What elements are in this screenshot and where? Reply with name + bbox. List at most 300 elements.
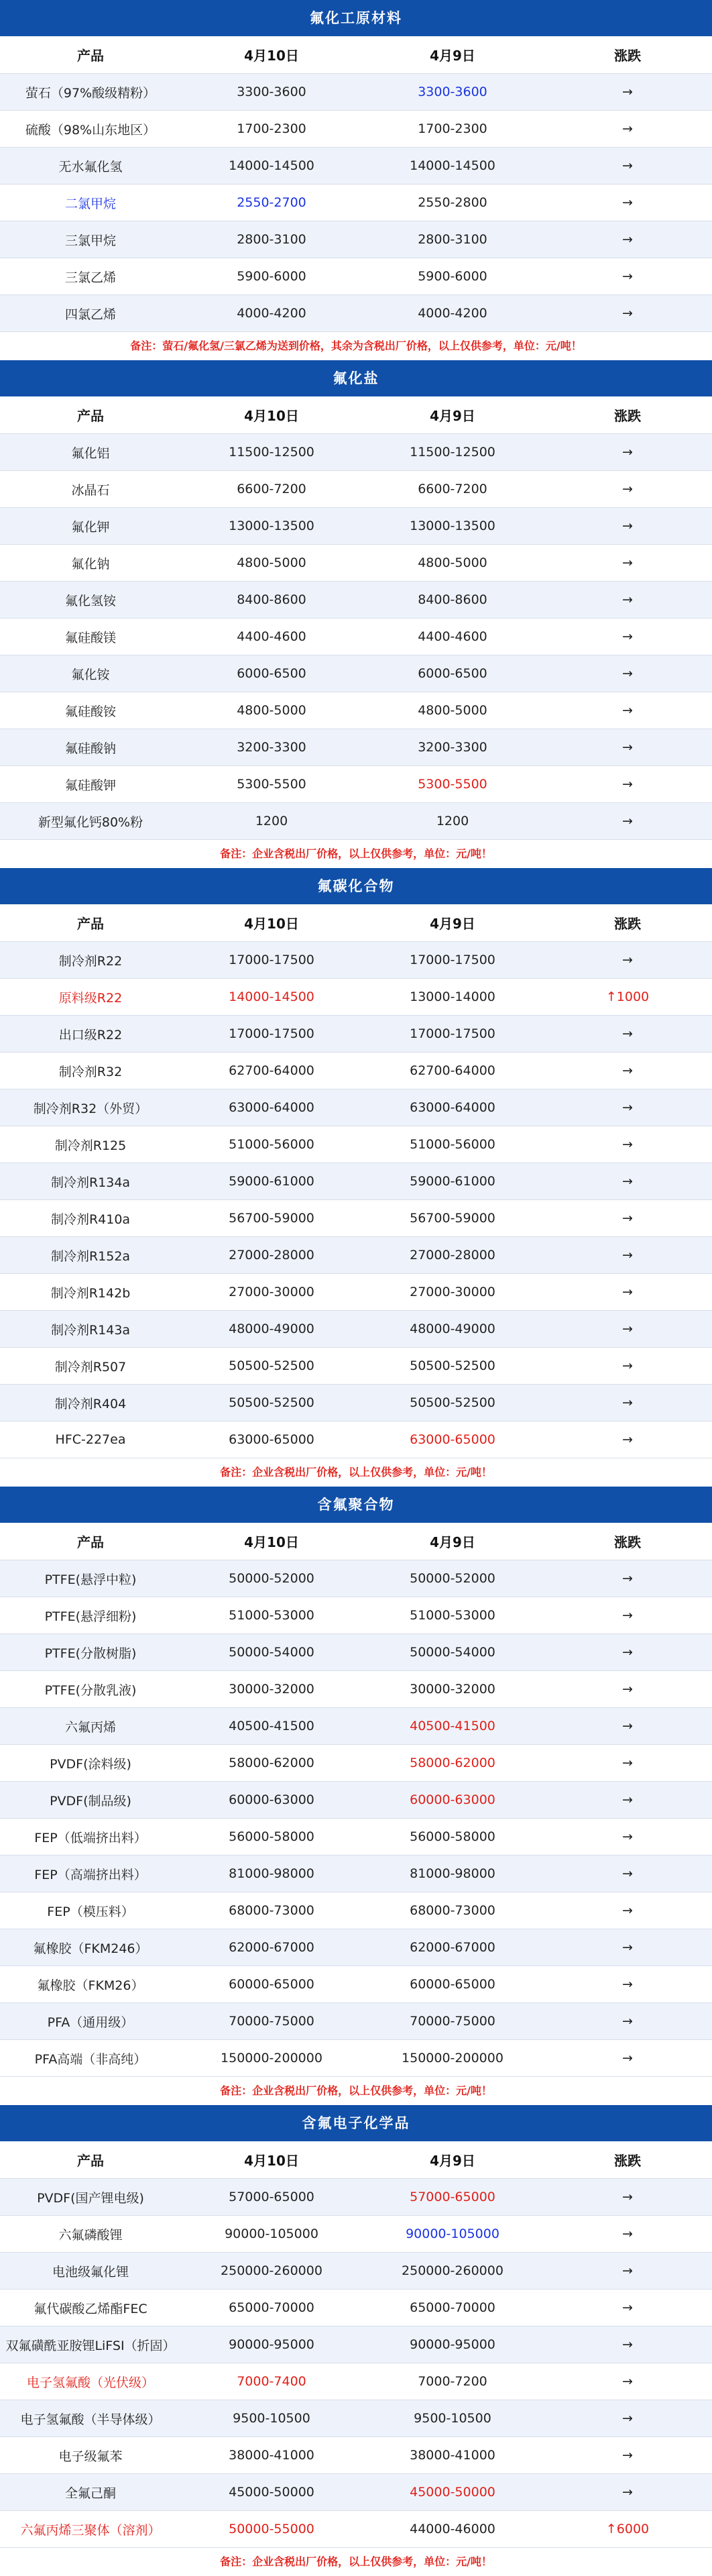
price-apr9-cell: 62000-67000 [362,1929,543,1966]
header-apr10: 4月10日 [181,2141,362,2179]
price-apr9-cell: 250000-260000 [362,2253,543,2290]
price-apr9-cell: 63000-64000 [362,1089,543,1126]
price-apr9-cell: 4000-4200 [362,295,543,332]
header-apr9: 4月9日 [362,1523,543,1560]
price-apr9-cell: 13000-14000 [362,979,543,1016]
product-cell: 制冷剂R143a [0,1311,181,1348]
price-table [0,36,712,332]
header-product: 产品 [0,904,181,942]
product-cell: 萤石（97%酸级精粉） [0,74,181,111]
price-apr9-cell: 5900-6000 [362,258,543,295]
table-row [0,2216,712,2253]
product-cell: 氟橡胶（FKM246） [0,1929,181,1966]
table-row [0,111,712,148]
price-apr10-cell: 30000-32000 [181,1671,362,1708]
price-apr9-cell: 57000-65000 [362,2179,543,2216]
change-cell: → [543,2326,712,2363]
price-apr9-cell: 150000-200000 [362,2040,543,2077]
price-apr10-cell: 40500-41500 [181,1708,362,1745]
table-row [0,1560,712,1597]
table-row [0,1782,712,1819]
product-cell: 制冷剂R152a [0,1237,181,1274]
price-apr10-cell: 150000-200000 [181,2040,362,2077]
price-apr10-cell: 6600-7200 [181,471,362,508]
price-apr10-cell: 58000-62000 [181,1745,362,1782]
header-product: 产品 [0,396,181,434]
change-cell: → [543,295,712,332]
price-apr9-cell: 50000-52000 [362,1560,543,1597]
price-apr9-cell: 60000-65000 [362,1966,543,2003]
price-apr10-cell: 6000-6500 [181,655,362,692]
header-apr9: 4月9日 [362,904,543,942]
table-row [0,2040,712,2077]
table-row [0,582,712,619]
price-apr10-cell: 57000-65000 [181,2179,362,2216]
table-row [0,1163,712,1200]
product-cell: 氟代碳酸乙烯酯FEC [0,2290,181,2326]
change-cell: → [543,1929,712,1966]
header-change: 涨跌 [543,904,712,942]
change-cell: → [543,2363,712,2400]
price-apr10-cell: 27000-28000 [181,1237,362,1274]
price-apr9-cell: 2800-3100 [362,221,543,258]
price-apr10-cell: 68000-73000 [181,1892,362,1929]
price-section [0,0,712,360]
price-apr10-cell: 81000-98000 [181,1856,362,1892]
price-table [0,396,712,840]
product-cell: 制冷剂R125 [0,1126,181,1163]
header-apr10: 4月10日 [181,396,362,434]
change-cell: → [543,2216,712,2253]
change-cell: → [543,2437,712,2474]
table-row [0,1597,712,1634]
product-cell: 二氯甲烷 [0,184,181,221]
price-apr9-cell: 6600-7200 [362,471,543,508]
change-cell: → [543,1385,712,1421]
change-cell: → [543,1200,712,1237]
table-row [0,295,712,332]
table-row [0,2326,712,2363]
table-header-row [0,396,712,434]
price-apr9-cell: 38000-41000 [362,2437,543,2474]
product-cell: FEP（高端挤出料） [0,1856,181,1892]
product-cell: 氟化铵 [0,655,181,692]
change-cell: → [543,655,712,692]
table-row [0,655,712,692]
price-apr10-cell: 56700-59000 [181,1200,362,1237]
change-cell: → [543,1089,712,1126]
price-apr9-cell: 45000-50000 [362,2474,543,2511]
table-row [0,74,712,111]
price-apr9-cell: 59000-61000 [362,1163,543,1200]
table-row [0,2179,712,2216]
change-cell: → [543,508,712,545]
change-cell: → [543,1856,712,1892]
product-cell: 无水氟化氢 [0,148,181,184]
table-row [0,1634,712,1671]
price-table [0,1523,712,2077]
table-row [0,1892,712,1929]
product-cell: 氟橡胶（FKM26） [0,1966,181,2003]
product-cell: 电池级氟化锂 [0,2253,181,2290]
price-apr9-cell: 60000-63000 [362,1782,543,1819]
price-apr9-cell: 2550-2800 [362,184,543,221]
price-apr10-cell: 9500-10500 [181,2400,362,2437]
price-apr9-cell: 5300-5500 [362,766,543,803]
product-cell: 氟硅酸镁 [0,619,181,655]
table-row [0,2511,712,2548]
table-row [0,1929,712,1966]
table-row [0,221,712,258]
change-cell: → [543,1597,712,1634]
product-cell: PVDF(涂料级) [0,1745,181,1782]
change-cell: → [543,1782,712,1819]
price-apr10-cell: 17000-17500 [181,942,362,979]
price-apr10-cell: 70000-75000 [181,2003,362,2040]
table-row [0,1745,712,1782]
price-apr10-cell: 63000-64000 [181,1089,362,1126]
header-apr9: 4月9日 [362,36,543,74]
table-row [0,2253,712,2290]
price-apr9-cell: 4400-4600 [362,619,543,655]
change-cell: → [543,1016,712,1053]
price-apr10-cell: 90000-95000 [181,2326,362,2363]
table-row [0,258,712,295]
price-apr10-cell: 2550-2700 [181,184,362,221]
price-apr10-cell: 14000-14500 [181,979,362,1016]
price-apr10-cell: 17000-17500 [181,1016,362,1053]
price-apr9-cell: 62700-64000 [362,1053,543,1089]
price-apr9-cell: 56000-58000 [362,1819,543,1856]
change-cell: → [543,729,712,766]
change-cell: ↑1000 [543,979,712,1016]
price-apr9-cell: 90000-95000 [362,2326,543,2363]
price-apr9-cell: 50500-52500 [362,1348,543,1385]
table-row [0,1126,712,1163]
price-apr10-cell: 11500-12500 [181,434,362,471]
change-cell: → [543,221,712,258]
product-cell: 氟硅酸铵 [0,692,181,729]
price-apr9-cell: 50500-52500 [362,1385,543,1421]
price-section [0,360,712,868]
product-cell: PTFE(分散树脂) [0,1634,181,1671]
product-cell: 制冷剂R410a [0,1200,181,1237]
price-apr10-cell: 5300-5500 [181,766,362,803]
section-note: 备注：企业含税出厂价格，以上仅供参考，单位：元/吨！ [0,2077,712,2105]
table-row [0,184,712,221]
price-apr10-cell: 48000-49000 [181,1311,362,1348]
table-row [0,1274,712,1311]
table-row [0,1089,712,1126]
table-row [0,2003,712,2040]
change-cell: → [543,1163,712,1200]
price-apr10-cell: 4800-5000 [181,545,362,582]
header-apr10: 4月10日 [181,1523,362,1560]
table-row [0,619,712,655]
price-apr10-cell: 13000-13500 [181,508,362,545]
change-cell: → [543,942,712,979]
product-cell: PVDF(制品级) [0,1782,181,1819]
table-row [0,1385,712,1421]
product-cell: PFA高端（非高纯） [0,2040,181,2077]
change-cell: → [543,582,712,619]
table-row [0,1856,712,1892]
header-change: 涨跌 [543,1523,712,1560]
header-change: 涨跌 [543,36,712,74]
product-cell: 制冷剂R22 [0,942,181,979]
product-cell: 制冷剂R32（外贸） [0,1089,181,1126]
product-cell: 原料级R22 [0,979,181,1016]
change-cell: → [543,258,712,295]
change-cell: → [543,1819,712,1856]
table-row [0,434,712,471]
product-cell: PTFE(分散乳液) [0,1671,181,1708]
table-row [0,2400,712,2437]
table-row [0,1237,712,1274]
change-cell: → [543,74,712,111]
price-apr9-cell: 4800-5000 [362,545,543,582]
change-cell: → [543,1053,712,1089]
price-apr9-cell: 51000-56000 [362,1126,543,1163]
price-apr10-cell: 50000-52000 [181,1560,362,1597]
change-cell: → [543,1634,712,1671]
price-apr10-cell: 65000-70000 [181,2290,362,2326]
price-apr10-cell: 250000-260000 [181,2253,362,2290]
section-note: 备注：企业含税出厂价格，以上仅供参考，单位：元/吨！ [0,1458,712,1487]
price-apr10-cell: 62700-64000 [181,1053,362,1089]
product-cell: PTFE(悬浮细粉) [0,1597,181,1634]
product-cell: 制冷剂R134a [0,1163,181,1200]
price-apr10-cell: 1200 [181,803,362,840]
change-cell: → [543,692,712,729]
header-change: 涨跌 [543,2141,712,2179]
price-apr9-cell: 51000-53000 [362,1597,543,1634]
change-cell: → [543,1274,712,1311]
change-cell: → [543,2290,712,2326]
price-apr9-cell: 63000-65000 [362,1421,543,1458]
product-cell: 电子氢氟酸（光伏级） [0,2363,181,2400]
price-apr10-cell: 50000-54000 [181,1634,362,1671]
table-header-row [0,904,712,942]
header-apr10: 4月10日 [181,904,362,942]
price-apr10-cell: 38000-41000 [181,2437,362,2474]
table-row [0,803,712,840]
product-cell: 氟化铝 [0,434,181,471]
change-cell: → [543,434,712,471]
price-apr10-cell: 62000-67000 [181,1929,362,1966]
header-apr9: 4月9日 [362,2141,543,2179]
header-apr9: 4月9日 [362,396,543,434]
table-row [0,766,712,803]
price-apr10-cell: 51000-53000 [181,1597,362,1634]
price-apr9-cell: 56700-59000 [362,1200,543,1237]
table-row [0,2437,712,2474]
product-cell: 三氯甲烷 [0,221,181,258]
product-cell: PTFE(悬浮中粒) [0,1560,181,1597]
header-product: 产品 [0,1523,181,1560]
price-apr10-cell: 4800-5000 [181,692,362,729]
table-row [0,1671,712,1708]
table-header-row [0,2141,712,2179]
product-cell: 冰晶石 [0,471,181,508]
table-row [0,545,712,582]
section-title: 含氟聚合物 [0,1487,712,1523]
price-apr10-cell: 3200-3300 [181,729,362,766]
change-cell: → [543,2003,712,2040]
table-header-row [0,1523,712,1560]
change-cell: → [543,1311,712,1348]
price-apr9-cell: 3200-3300 [362,729,543,766]
price-table [0,904,712,1458]
price-apr10-cell: 59000-61000 [181,1163,362,1200]
price-apr9-cell: 3300-3600 [362,74,543,111]
section-title: 含氟电子化学品 [0,2105,712,2141]
product-cell: 氟硅酸钾 [0,766,181,803]
header-product: 产品 [0,36,181,74]
product-cell: 双氟磺酰亚胺锂LiFSI（折固） [0,2326,181,2363]
product-cell: 氟化钠 [0,545,181,582]
price-apr10-cell: 90000-105000 [181,2216,362,2253]
change-cell: → [543,111,712,148]
change-cell: → [543,1237,712,1274]
price-apr9-cell: 8400-8600 [362,582,543,619]
table-row [0,471,712,508]
price-apr10-cell: 60000-63000 [181,1782,362,1819]
table-row [0,692,712,729]
price-apr9-cell: 7000-7200 [362,2363,543,2400]
product-cell: 六氟磷酸锂 [0,2216,181,2253]
product-cell: 氟硅酸钠 [0,729,181,766]
table-row [0,1966,712,2003]
change-cell: → [543,1560,712,1597]
price-apr10-cell: 51000-56000 [181,1126,362,1163]
table-row [0,1708,712,1745]
product-cell: 全氟己酮 [0,2474,181,2511]
price-apr9-cell: 40500-41500 [362,1708,543,1745]
table-row [0,1311,712,1348]
table-row [0,1053,712,1089]
change-cell: → [543,1745,712,1782]
price-section [0,868,712,1487]
price-apr9-cell: 58000-62000 [362,1745,543,1782]
header-change: 涨跌 [543,396,712,434]
section-note: 备注：萤石/氟化氢/三氯乙烯为送到价格，其余为含税出厂价格，以上仅供参考，单位：元/吨！ [0,332,712,360]
table-row [0,148,712,184]
change-cell: ↑6000 [543,2511,712,2548]
table-row [0,979,712,1016]
product-cell: PFA（通用级） [0,2003,181,2040]
price-apr9-cell: 81000-98000 [362,1856,543,1892]
price-apr10-cell: 27000-30000 [181,1274,362,1311]
change-cell: → [543,2179,712,2216]
table-row [0,1819,712,1856]
price-apr9-cell: 1700-2300 [362,111,543,148]
price-apr10-cell: 50500-52500 [181,1385,362,1421]
price-apr9-cell: 70000-75000 [362,2003,543,2040]
product-cell: 新型氟化钙80%粉 [0,803,181,840]
table-row [0,1016,712,1053]
change-cell: → [543,619,712,655]
product-cell: FEP（模压料） [0,1892,181,1929]
change-cell: → [543,1348,712,1385]
price-apr9-cell: 44000-46000 [362,2511,543,2548]
product-cell: 制冷剂R404 [0,1385,181,1421]
change-cell: → [543,1671,712,1708]
price-apr9-cell: 4800-5000 [362,692,543,729]
table-row [0,942,712,979]
change-cell: → [543,2474,712,2511]
table-row [0,729,712,766]
product-cell: FEP（低端挤出料） [0,1819,181,1856]
price-apr10-cell: 14000-14500 [181,148,362,184]
price-apr10-cell: 5900-6000 [181,258,362,295]
price-apr9-cell: 68000-73000 [362,1892,543,1929]
product-cell: 六氟丙烯三聚体（溶剂） [0,2511,181,2548]
price-apr9-cell: 30000-32000 [362,1671,543,1708]
price-apr9-cell: 14000-14500 [362,148,543,184]
price-apr10-cell: 2800-3100 [181,221,362,258]
price-apr10-cell: 3300-3600 [181,74,362,111]
change-cell: → [543,1421,712,1458]
price-apr9-cell: 17000-17500 [362,1016,543,1053]
product-cell: 出口级R22 [0,1016,181,1053]
price-apr9-cell: 48000-49000 [362,1311,543,1348]
section-note: 备注：企业含税出厂价格，以上仅供参考，单位：元/吨！ [0,840,712,868]
price-apr9-cell: 13000-13500 [362,508,543,545]
price-section [0,1487,712,2105]
change-cell: → [543,471,712,508]
change-cell: → [543,1708,712,1745]
price-apr10-cell: 4400-4600 [181,619,362,655]
header-product: 产品 [0,2141,181,2179]
price-apr9-cell: 50000-54000 [362,1634,543,1671]
change-cell: → [543,803,712,840]
change-cell: → [543,184,712,221]
change-cell: → [543,1966,712,2003]
price-apr10-cell: 60000-65000 [181,1966,362,2003]
section-note: 备注：企业含税出厂价格，以上仅供参考，单位：元/吨！ [0,2548,712,2576]
change-cell: → [543,545,712,582]
price-apr9-cell: 9500-10500 [362,2400,543,2437]
price-apr9-cell: 90000-105000 [362,2216,543,2253]
product-cell: 氟化氢铵 [0,582,181,619]
table-row [0,1200,712,1237]
price-apr10-cell: 7000-7400 [181,2363,362,2400]
change-cell: → [543,766,712,803]
table-header-row [0,36,712,74]
product-cell: 氟化钾 [0,508,181,545]
product-cell: 四氯乙烯 [0,295,181,332]
change-cell: → [543,148,712,184]
change-cell: → [543,2040,712,2077]
price-apr9-cell: 1200 [362,803,543,840]
table-row [0,2290,712,2326]
price-apr10-cell: 56000-58000 [181,1819,362,1856]
price-apr9-cell: 17000-17500 [362,942,543,979]
change-cell: → [543,1126,712,1163]
table-row [0,2474,712,2511]
product-cell: PVDF(国产锂电级) [0,2179,181,2216]
section-title: 氟化工原材料 [0,0,712,36]
price-apr10-cell: 1700-2300 [181,111,362,148]
price-apr10-cell: 8400-8600 [181,582,362,619]
product-cell: 硫酸（98%山东地区） [0,111,181,148]
header-apr10: 4月10日 [181,36,362,74]
price-table [0,2141,712,2548]
product-cell: 制冷剂R507 [0,1348,181,1385]
price-apr10-cell: 45000-50000 [181,2474,362,2511]
product-cell: 制冷剂R32 [0,1053,181,1089]
